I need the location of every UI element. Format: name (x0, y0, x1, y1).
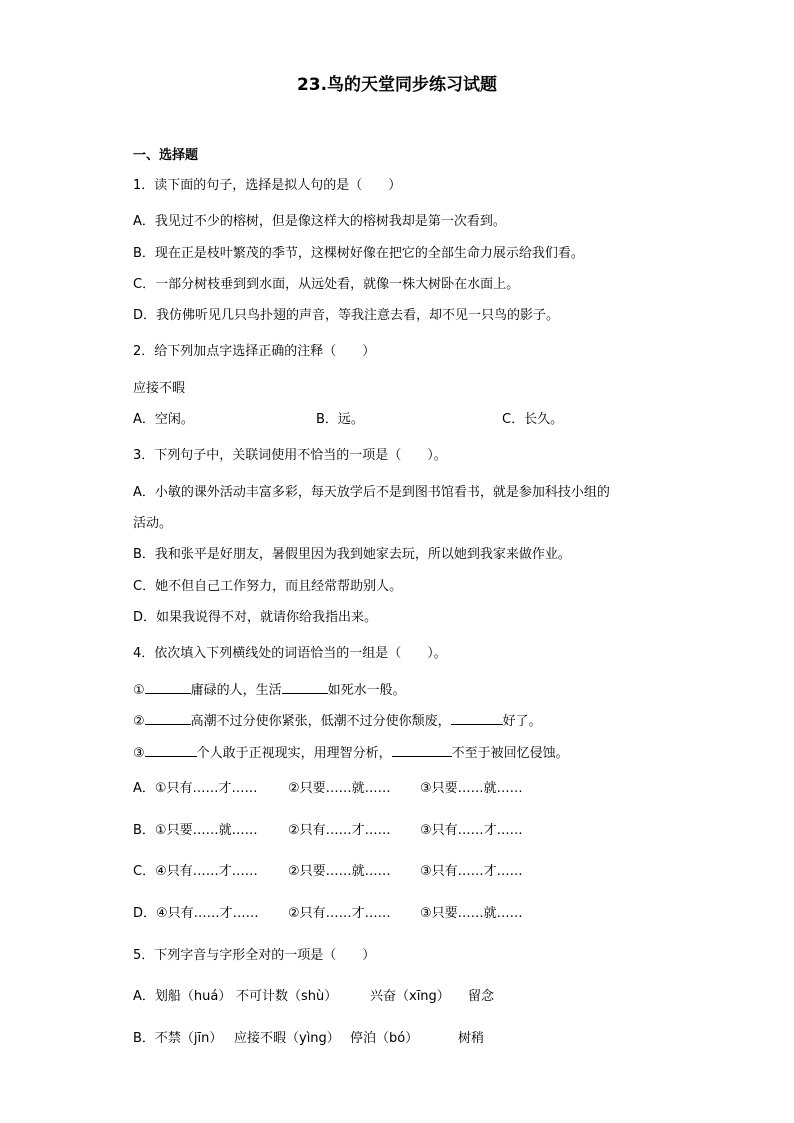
question-5-option-b-part4: 树稍 (458, 1031, 485, 1046)
question-5-option-b-part1: B．不禁（jīn） (133, 1031, 223, 1046)
blank-line (145, 712, 191, 725)
question-4-option-c-part3: ③只有……才…… (420, 864, 523, 879)
question-4-option-a-part3: ③只要……就…… (420, 781, 523, 796)
question-4-option-d-part2: ②只有……才…… (288, 906, 391, 921)
question-2-word: 应接不暇 (133, 381, 186, 396)
circled-number: ② (133, 714, 145, 729)
circled-number: ① (133, 683, 145, 698)
question-3-stem: 3．下列句子中，关联词使用不恰当的一项是（ ）。 (133, 448, 447, 463)
blank-line (451, 712, 503, 725)
question-4-option-a-part1: A．①只有……才…… (133, 781, 258, 796)
question-4-option-c-part2: ②只要……就…… (288, 864, 391, 879)
question-5-option-a-part3: 兴奋（xīng） (370, 989, 450, 1004)
question-2-option-c: C．长久。 (502, 412, 564, 427)
question-2-stem: 2．给下列加点字选择正确的注释（ ） (133, 344, 376, 359)
blank-line (282, 681, 328, 694)
sentence-text: 个人敢于正视现实，用理智分析， (196, 746, 392, 761)
sentence-text: 好了。 (502, 714, 542, 729)
blank-line (145, 744, 197, 757)
question-4-sentence-2 (133, 712, 542, 731)
blank-line (392, 744, 452, 757)
question-1-option-d: D．我仿佛听见几只鸟扑翅的声音，等我注意去看，却不见一只鸟的影子。 (133, 308, 560, 323)
question-3-option-b: B．我和张平是好朋友，暑假里因为我到她家去玩，所以她到我家来做作业。 (133, 547, 571, 562)
question-5-option-a-part4: 留念 (468, 989, 495, 1004)
question-4-sentence-1 (133, 681, 406, 700)
page-title: 23.鸟的天堂同步练习试题 (296, 75, 498, 95)
sentence-text: 如死水一般。 (327, 683, 406, 698)
question-4-option-d-part3: ③只要……就…… (420, 906, 523, 921)
question-3-option-a: A．小敏的课外活动丰富多彩，每天放学后不是到图书馆看书，就是参加科技小组的 (133, 485, 610, 500)
question-2-option-b: B．远。 (316, 412, 364, 427)
question-3-option-d: D．如果我说得不对，就请你给我指出来。 (133, 610, 378, 625)
question-5-stem: 5．下列字音与字形全对的一项是（ ） (133, 948, 376, 963)
question-4-stem: 4．依次填入下列横线处的词语恰当的一组是（ ）。 (133, 646, 447, 661)
question-2-option-a: A．空闲。 (133, 412, 194, 427)
sentence-text: 庸碌的人，生活 (190, 683, 282, 698)
circled-number: ③ (133, 746, 145, 761)
question-5-option-b-part2: 应接不暇（yìng） (234, 1031, 340, 1046)
question-4-option-b-part2: ②只有……才…… (288, 823, 391, 838)
question-1-option-c: C．一部分树枝垂到到水面，从远处看，就像一株大树卧在水面上。 (133, 277, 520, 292)
question-5-option-a-part1: A．划船（huá） (133, 989, 232, 1004)
question-1-option-a: A．我见过不少的榕树，但是像这样大的榕树我却是第一次看到。 (133, 214, 506, 229)
question-1-stem: 1．读下面的句子，选择是拟人句的是（ ） (133, 178, 402, 193)
question-1-option-b: B．现在正是枝叶繁茂的季节，这棵树好像在把它的全部生命力展示给我们看。 (133, 246, 584, 261)
question-3-option-a-cont: 活动。 (133, 516, 173, 531)
question-4-option-b-part3: ③只有……才…… (420, 823, 523, 838)
question-4-option-a-part2: ②只要……就…… (288, 781, 391, 796)
sentence-text: 不至于被回忆侵蚀。 (451, 746, 569, 761)
question-4-option-d-part1: D．④只有……才…… (133, 906, 259, 921)
question-4-sentence-3 (133, 744, 569, 763)
sentence-text: 高潮不过分使你紧张，低潮不过分使你颓废， (190, 714, 451, 729)
question-3-option-c: C．她不但自己工作努力，而且经常帮助别人。 (133, 579, 403, 594)
section-heading: 一、选择题 (133, 148, 199, 163)
question-4-option-b-part1: B．①只要……就…… (133, 823, 258, 838)
blank-line (145, 681, 191, 694)
question-5-option-a-part2: 不可计数（shù） (236, 989, 338, 1004)
question-4-option-c-part1: C．④只有……才…… (133, 864, 258, 879)
question-5-option-b-part3: 停泊（bó） (350, 1031, 419, 1046)
